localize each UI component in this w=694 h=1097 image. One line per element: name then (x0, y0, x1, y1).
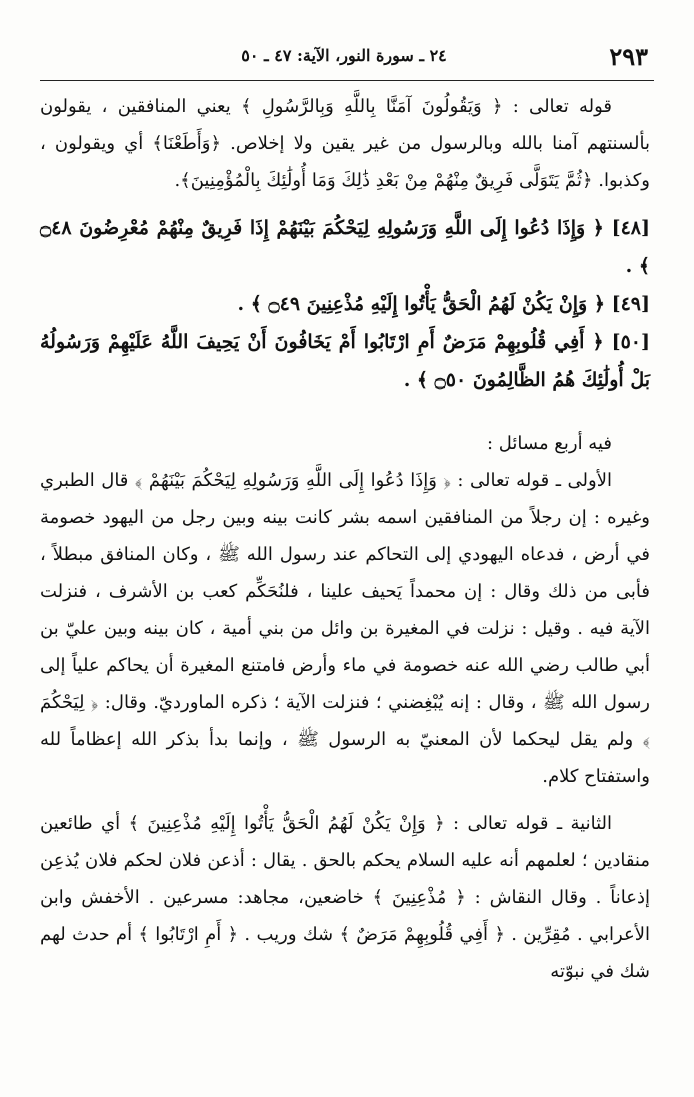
issue-second: الثانية ـ قوله تعالى : ﴿ وَإِنْ يَكُنْ لَهُمُ الْحَقُّ يَأْتُوا إِلَيْهِ مُذْعِنِينَ ﴾ أي طائعين منقادين ؛ لعلمهم أنه عليه السلام يحكم بالحق . يقال : أذعن فلان لحكم فلان يُذعِن إذعاناً . وقال النقاش : ﴿ مُذْعِنِينَ ﴾ خاضعين، مجاهد: مسرعين . الأخفش وابن الأعرابي . مُقِرِّين . ﴿ أَفِي قُلُوبِهِمْ مَرَضٌ ﴾ شك وريب . ﴿ أَمِ ارْتَابُوا ﴾ أم حدث لهم شك في نبوّته (40, 813, 650, 982)
running-title: ٢٤ ـ سورة النور، الآية: ٤٧ ـ ٥٠ (241, 46, 447, 65)
verse-50: [٥٠] ﴿ أَفِي قُلُوبِهِمْ مَرَضٌ أَمِ ارْتَابُوا أَمْ يَخَافُونَ أَنْ يَحِيفَ اللَّهُ عَلَيْهِمْ وَرَسُولُهُ بَلْ أُولَٰئِكَ هُمُ الظَّالِمُونَ ۝٥٠ ﴾ . (40, 331, 650, 391)
issues-intro: فيه أربع مسائل : (486, 433, 612, 454)
verse-49: [٤٩] ﴿ وَإِنْ يَكُنْ لَهُمُ الْحَقُّ يَأْتُوا إِلَيْهِ مُذْعِنِينَ ۝٤٩ ﴾ . (237, 293, 650, 315)
page-header (40, 38, 648, 78)
paragraph-commentary-47: قوله تعالى : ﴿ وَيَقُولُونَ آمَنَّا بِاللَّهِ وَبِالرَّسُولِ ﴾ يعني المنافقين ، يقولون بألسنتهم آمنا بالله وبالرسول من غير يقين ولا إخلاص. ﴿وَأَطَعْنَا﴾ أي ويقولون ، وكذبوا. ﴿ثُمَّ يَتَوَلَّى فَرِيقٌ مِنْهُمْ مِنْ بَعْدِ ذَٰلِكَ وَمَا أُولَٰئِكَ بِالْمُؤْمِنِينَ﴾. (40, 96, 650, 191)
spacer (40, 795, 650, 805)
spacer (40, 399, 650, 425)
header-rule (40, 80, 654, 81)
issue-first: الأولى ـ قوله تعالى : ﴿ وَإِذَا دُعُوا إِلَى اللَّهِ وَرَسُولِهِ لِيَحْكُمَ بَيْنَهُمْ ﴾ قال الطبري وغيره : إن رجلاً من المنافقين اسمه بشر كانت بينه وبين رجل من اليهود خصومة في أرض ، فدعاه اليهودي إلى التحاكم عند رسول الله ﷺ ، وكان المنافق مبطلاً ، فأبى من ذلك وقال : إن محمداً يَحيف علينا ، فلنُحَكِّم كعب بن الأشرف ، فنزلت الآية فيه . وقيل : نزلت في المغيرة بن وائل من بني أمية ، كان بينه وبين عليّ بن أبي طالب رضي الله عنه خصومة في ماء وأرض فامتنع المغيرة أن يحاكم علياً إلى رسول الله ﷺ ، وقال : إنه يُبْغِضني ؛ فنزلت الآية ؛ ذكره الماورديّ. وقال: ﴿ لِيَحْكُمَ ﴾ ولم يقل ليحكما لأن المعنيّ به الرسول ﷺ ، وإنما بدأ بذكر الله إعظاماً لله واستفتاح كلام. (40, 470, 650, 787)
page-body (40, 88, 650, 990)
page-number: ٢٩٣ (609, 42, 648, 71)
spacer (40, 199, 650, 209)
verse-48: [٤٨] ﴿ وَإِذَا دُعُوا إِلَى اللَّهِ وَرَسُولِهِ لِيَحْكُمَ بَيْنَهُمْ إِذَا فَرِيقٌ مِنْهُمْ مُعْرِضُونَ ۝٤٨ ﴾ . (40, 217, 650, 277)
